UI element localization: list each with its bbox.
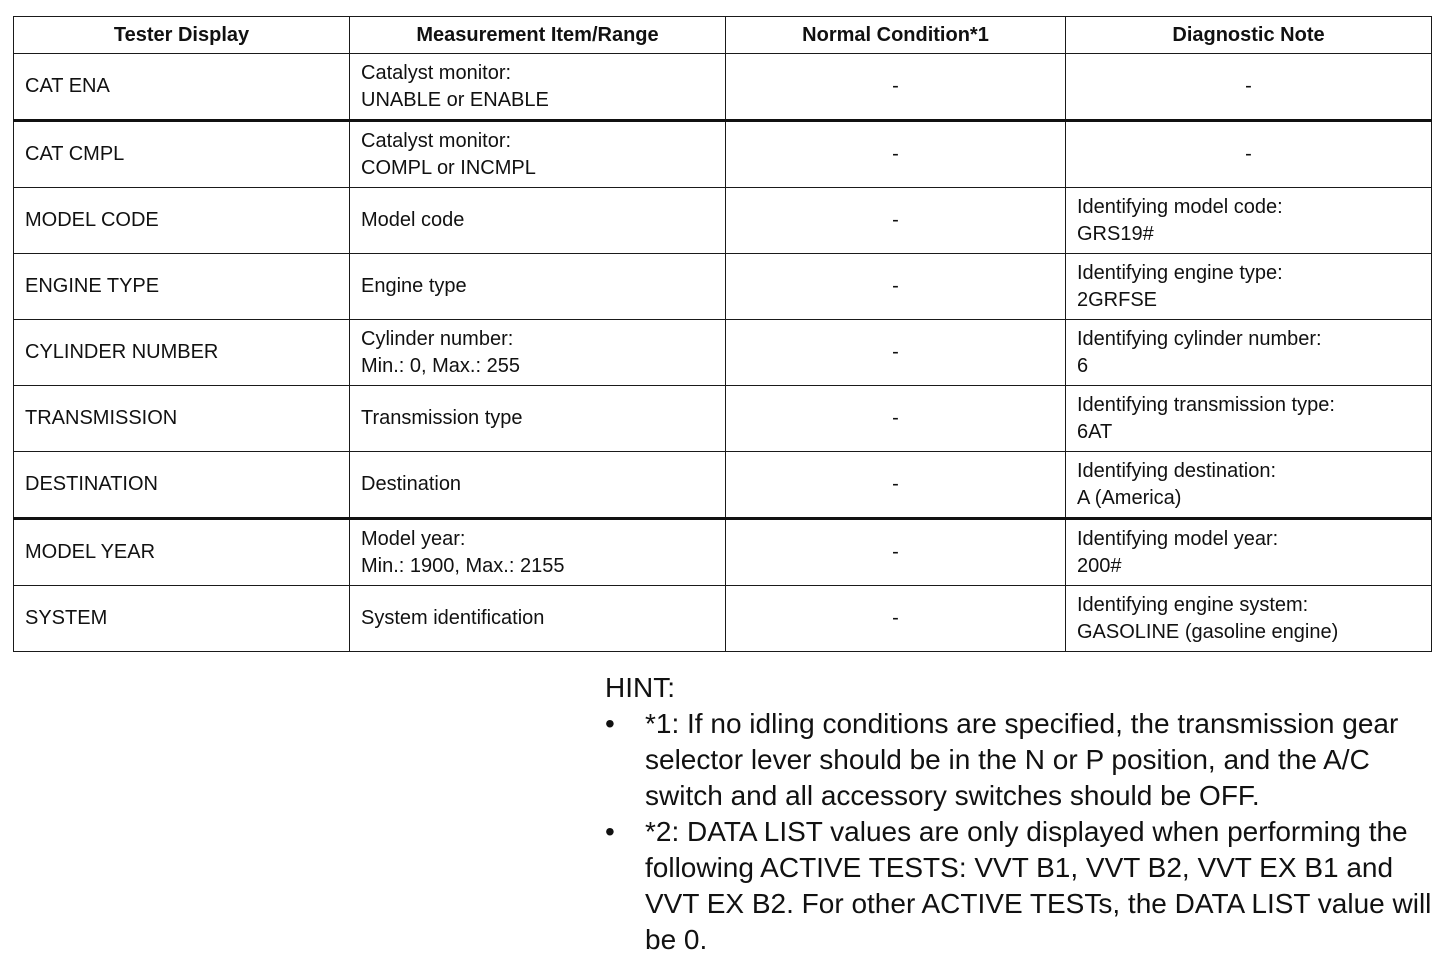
hint-item [605, 814, 1435, 958]
measurement-item-cell: Engine type [350, 254, 726, 320]
measurement-item-cell: Model code [350, 188, 726, 254]
normal-condition-cell: - [726, 320, 1066, 386]
measurement-item-cell: Catalyst monitor: COMPL or INCMPL [350, 121, 726, 188]
tester-display-cell: MODEL CODE [14, 188, 350, 254]
measurement-item-cell: Model year: Min.: 1900, Max.: 2155 [350, 519, 726, 586]
tester-display-cell: ENGINE TYPE [14, 254, 350, 320]
table-row [14, 452, 1432, 519]
table-row [14, 386, 1432, 452]
measurement-item-cell: Destination [350, 452, 726, 519]
table-row [14, 519, 1432, 586]
table-row [14, 54, 1432, 121]
diagnostic-note-cell: - [1066, 54, 1432, 121]
table-row [14, 254, 1432, 320]
normal-condition-cell: - [726, 386, 1066, 452]
hint-item [605, 706, 1435, 814]
normal-condition-cell: - [726, 586, 1066, 652]
tester-display-cell: CYLINDER NUMBER [14, 320, 350, 386]
normal-condition-cell: - [726, 188, 1066, 254]
tester-display-cell: DESTINATION [14, 452, 350, 519]
normal-condition-cell: - [726, 519, 1066, 586]
bullet-icon: • [605, 708, 615, 739]
tester-display-cell: MODEL YEAR [14, 519, 350, 586]
diagnostic-note-cell: - [1066, 121, 1432, 188]
diagnostic-note-cell: Identifying transmission type: 6AT [1066, 386, 1432, 452]
hint-list [605, 706, 1435, 958]
diagnostic-note-cell: Identifying destination: A (America) [1066, 452, 1432, 519]
tester-display-cell: CAT ENA [14, 54, 350, 121]
tester-display-cell: CAT CMPL [14, 121, 350, 188]
diagnostic-note-cell: Identifying model code: GRS19# [1066, 188, 1432, 254]
measurement-item-cell: Catalyst monitor: UNABLE or ENABLE [350, 54, 726, 121]
normal-condition-cell: - [726, 254, 1066, 320]
table-row [14, 188, 1432, 254]
hint-item-text: *2: DATA LIST values are only displayed when performing the following ACTIVE TESTS: VVT B1, VVT B2, VVT EX B1 and VVT EX B2. For other ACTIVE TESTs, the DATA LIST value will be 0. [645, 816, 1432, 955]
header-normal-condition: Normal Condition*1 [726, 17, 1066, 54]
normal-condition-cell: - [726, 54, 1066, 121]
header-tester-display: Tester Display [14, 17, 350, 54]
diagnostic-note-cell: Identifying cylinder number: 6 [1066, 320, 1432, 386]
measurement-item-cell: Transmission type [350, 386, 726, 452]
bullet-icon: • [605, 816, 615, 847]
normal-condition-cell: - [726, 121, 1066, 188]
header-measurement-item: Measurement Item/Range [350, 17, 726, 54]
data-list-table [13, 16, 1432, 652]
hint-item-text: *1: If no idling conditions are specified, the transmission gear selector lever should be in the N or P position, and the A/C switch and all accessory switches should be OFF. [645, 708, 1399, 811]
diagnostic-note-cell: Identifying engine system: GASOLINE (gasoline engine) [1066, 586, 1432, 652]
tester-display-cell: TRANSMISSION [14, 386, 350, 452]
table-header-row [14, 17, 1432, 54]
diagnostic-note-cell: Identifying engine type: 2GRFSE [1066, 254, 1432, 320]
table-row [14, 586, 1432, 652]
measurement-item-cell: System identification [350, 586, 726, 652]
header-diagnostic-note: Diagnostic Note [1066, 17, 1432, 54]
tester-display-cell: SYSTEM [14, 586, 350, 652]
normal-condition-cell: - [726, 452, 1066, 519]
hint-title: HINT: [605, 672, 675, 703]
diagnostic-note-cell: Identifying model year: 200# [1066, 519, 1432, 586]
measurement-item-cell: Cylinder number: Min.: 0, Max.: 255 [350, 320, 726, 386]
table-row [14, 320, 1432, 386]
table-row [14, 121, 1432, 188]
hint-section [605, 670, 1435, 958]
